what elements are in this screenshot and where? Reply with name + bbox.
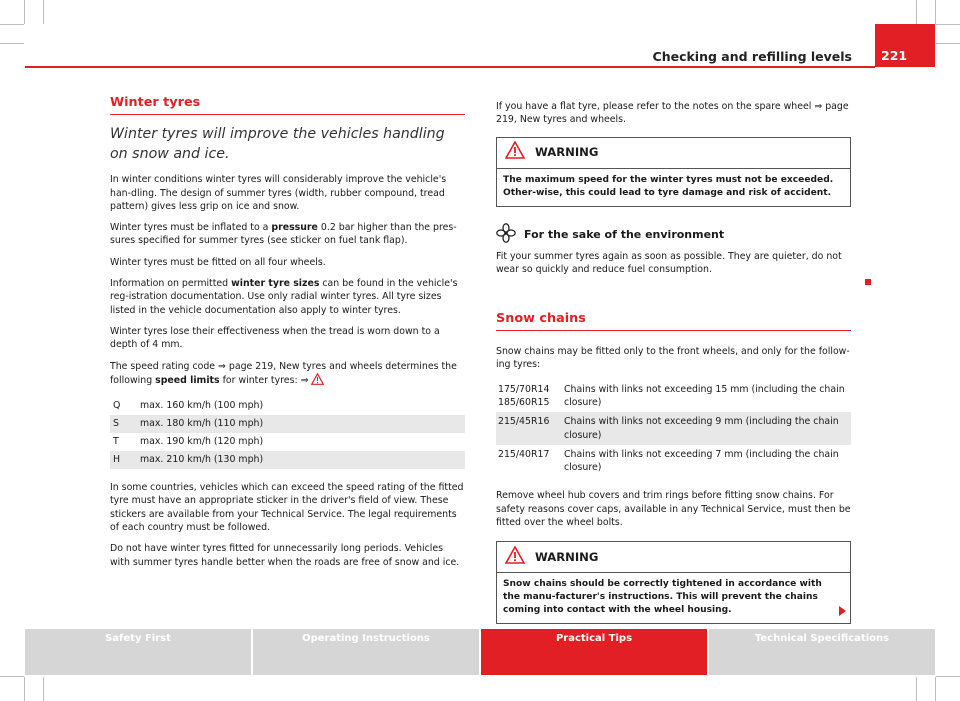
- warning-box: [496, 541, 851, 624]
- paragraph: Remove wheel hub covers and trim rings before fitting snow chains. For safety reasons cover caps, available in any Technical Service, must then be fitted over the wheel bolts.: [496, 490, 851, 529]
- tab-operating-instructions[interactable]: Operating Instructions: [253, 629, 479, 675]
- tyre-size: 215/40R17: [498, 448, 550, 460]
- speed-limit: max. 180 km/h (110 mph): [137, 415, 465, 433]
- paragraph: Snow chains may be fitted only to the front wheels, and only for the follow-ing tyres:: [496, 346, 850, 371]
- paragraph: Fit your summer tyres again as soon as possible. They are quieter, do not wear so quickly and reduce fuel consumption.: [496, 250, 842, 276]
- environment-title: For the sake of the environment: [524, 228, 725, 242]
- paragraph: In some countries, vehicles which can exceed the speed rating of the fitted tyre must have an appropriate sticker in the driver's field of view. These stickers are available from your Technical Service. The legal requirements of each country must be followed.: [110, 482, 464, 534]
- crop-mark: [43, 0, 44, 24]
- paragraph: Do not have winter tyres fitted for unnecessarily long periods. Vehicles with summer tyres handle better when the roads are free of snow and ice.: [110, 543, 460, 568]
- section-title-winter-tyres: Winter tyres: [110, 96, 465, 115]
- crop-mark: [24, 0, 25, 24]
- paragraph: If you have a flat tyre, please refer to the notes on the spare wheel ⇒ page 219, New tyres and wheels.: [496, 101, 849, 126]
- text: can be found in the vehicle's reg-istration documentation. Use only radial winter tyres. All tyre sizes listed in the vehicle documentation also apply to winter tyres.: [110, 278, 458, 316]
- header-rule: [25, 66, 875, 68]
- paragraph: Winter tyres lose their effectiveness when the tread is worn down to a depth of 4 mm.: [110, 325, 440, 351]
- bold-term: pressure: [271, 222, 318, 234]
- crop-mark: [916, 0, 917, 24]
- paragraph: [110, 360, 465, 390]
- flower-icon: [496, 223, 516, 247]
- table-row: [110, 451, 465, 469]
- warning-triangle-icon: [311, 373, 324, 389]
- warning-header: [497, 138, 850, 169]
- chain-description: Chains with links not exceeding 9 mm (including the chain closure): [562, 412, 851, 445]
- table-row: [110, 397, 465, 415]
- crop-mark: [935, 0, 936, 24]
- speed-code: H: [110, 451, 137, 469]
- environment-header: [496, 223, 851, 247]
- table-row: [496, 380, 851, 413]
- tyre-size-line: 185/60R15: [498, 396, 550, 408]
- tab-technical-specifications[interactable]: Technical Specifications: [709, 629, 935, 675]
- crop-mark: [0, 676, 24, 677]
- tyre-size: [496, 380, 562, 413]
- section-title-snow-chains: Snow chains: [496, 312, 851, 331]
- speed-limit: max. 210 km/h (130 mph): [137, 451, 465, 469]
- crop-mark: [935, 677, 936, 701]
- continue-arrow-icon: [839, 606, 846, 616]
- tab-safety-first[interactable]: Safety First: [25, 629, 251, 675]
- text: for winter tyres: ⇒: [219, 374, 312, 386]
- table-row: [110, 415, 465, 433]
- end-marker-icon: [496, 276, 871, 289]
- text: The speed rating code ⇒ page 219, New tyres and wheels determines the following: [110, 360, 457, 386]
- bold-term: speed limits: [155, 374, 220, 386]
- table-row: [110, 433, 465, 451]
- left-column: [110, 96, 465, 577]
- chain-description: Chains with links not exceeding 7 mm (including the chain closure): [564, 448, 839, 474]
- chain-description: Chains with links not exceeding 15 mm (including the chain closure): [564, 383, 845, 408]
- crop-mark: [0, 24, 24, 25]
- text: 0.2 bar higher than the pres-sures specified for summer tyres (see sticker on fuel tank flap).: [110, 222, 457, 247]
- crop-mark: [936, 24, 960, 25]
- paragraph: [110, 277, 465, 317]
- paragraph: In winter conditions winter tyres will considerably improve the vehicle's han-dling. The design of summer tyres (width, rubber compound, tread pattern) gives less grip on ice and snow.: [110, 174, 447, 212]
- crop-mark: [24, 677, 25, 701]
- snow-chain-table: [496, 380, 851, 478]
- warning-text: The maximum speed for the winter tyres must not be exceeded. Other-wise, this could lead to tyre damage and risk of accident.: [503, 174, 834, 198]
- warning-title: WARNING: [535, 144, 599, 159]
- tyre-size-line: 175/70R14: [498, 383, 550, 395]
- crop-mark: [0, 43, 24, 44]
- speed-code: S: [110, 415, 137, 433]
- right-column: [496, 100, 851, 640]
- table-row: [496, 412, 851, 445]
- tab-practical-tips[interactable]: Practical Tips: [481, 629, 707, 675]
- warning-text: [497, 573, 850, 623]
- bold-term: winter tyre sizes: [231, 278, 320, 290]
- crop-mark: [916, 677, 917, 701]
- paragraph: [110, 221, 465, 248]
- crop-mark: [936, 676, 960, 677]
- page-number: 221: [875, 24, 935, 67]
- warning-triangle-icon: [505, 141, 525, 163]
- text: Information on permitted: [110, 278, 232, 290]
- crop-mark: [43, 677, 44, 701]
- speed-code: T: [113, 436, 119, 448]
- warning-header: [497, 542, 850, 573]
- warning-triangle-icon: [505, 546, 525, 568]
- text: Winter tyres must be inflated to a: [110, 222, 272, 234]
- lead-text: Winter tyres will improve the vehicles handling on snow and ice.: [110, 126, 445, 163]
- crop-mark: [936, 43, 960, 44]
- warning-text-content: Snow chains should be correctly tightened in accordance with the manu-facturer's instructions. This will prevent the chains coming into contact with the wheel housing.: [503, 579, 822, 616]
- paragraph: Winter tyres must be fitted on all four wheels.: [110, 256, 326, 268]
- red-square-icon: [865, 279, 871, 285]
- speed-limit: max. 190 km/h (120 mph): [140, 436, 264, 448]
- table-row: [496, 445, 851, 478]
- footer-nav: [25, 629, 935, 675]
- speed-limit: max. 160 km/h (100 mph): [140, 400, 264, 412]
- speed-limit-table: [110, 397, 465, 469]
- tyre-size: 215/45R16: [496, 412, 562, 445]
- speed-code: Q: [113, 400, 121, 412]
- page-header-title: Checking and refilling levels: [652, 49, 852, 64]
- warning-box: [496, 137, 851, 207]
- warning-title: WARNING: [535, 549, 599, 564]
